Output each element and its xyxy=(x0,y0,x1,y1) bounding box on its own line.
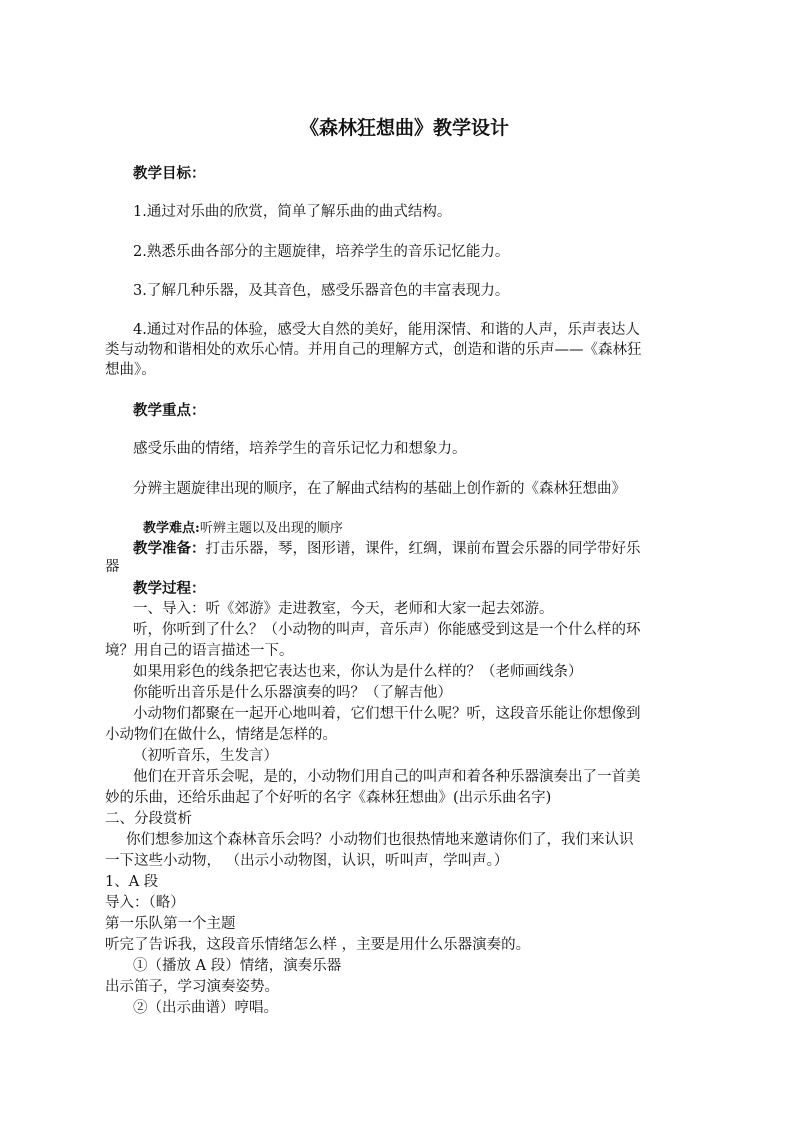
objectives-heading: 教学目标： xyxy=(133,165,206,182)
objective-item-continued: 类与动物和谐相处的欢乐心情。并用自己的理解方式，创造和谐的乐声——《森林狂 xyxy=(105,342,642,358)
process-line: 导入：（略） xyxy=(105,895,185,911)
objective-item: 1.通过对乐曲的欣赏，简单了解乐曲的曲式结构。 xyxy=(133,204,452,220)
subsection-heading: 1、A 段 xyxy=(105,874,159,890)
preparation-text-continued: 器 xyxy=(105,559,120,575)
process-line: ①（播放 A 段）情绪，演奏乐器 xyxy=(133,958,342,974)
difficulty-text: 听辨主题以及出现的顺序 xyxy=(199,521,343,536)
key-point-item: 感受乐曲的情绪，培养学生的音乐记忆力和想象力。 xyxy=(133,441,467,457)
difficulty-line xyxy=(143,518,343,539)
preparation-heading: 教学准备： xyxy=(133,540,206,557)
process-line: 如果用彩色的线条把它表达也来，你认为是什么样的？（老师画线条） xyxy=(133,664,583,680)
preparation-line xyxy=(133,538,641,560)
process-line: （初听音乐，生发言） xyxy=(133,748,278,764)
objective-item: 3.了解几种乐器，及其音色，感受乐器音色的丰富表现力。 xyxy=(133,283,510,299)
process-line: 出示笛子，学习演奏姿势。 xyxy=(105,979,279,995)
process-line: 一下这些小动物， （出示小动物图，认识，听叫声，学叫声。） xyxy=(105,853,509,869)
process-line: 你能听出音乐是什么乐器演奏的吗？（了解吉他） xyxy=(133,685,452,701)
document-title: 《森林狂想曲》教学设计 xyxy=(300,117,510,139)
process-line: 他们在开音乐会呢，是的，小动物们用自己的叫声和着各种乐器演奏出了一首美 xyxy=(133,769,641,785)
process-line: 一、导入：听《郊游》走进教室，今天，老师和大家一起去郊游。 xyxy=(133,601,554,617)
process-line: 听完了告诉我，这段音乐情绪怎么样 ，主要是用什么乐器演奏的。 xyxy=(105,937,531,953)
objective-item: 4.通过对作品的体验，感受大自然的美好，能用深情、和谐的人声，乐声表达人 xyxy=(133,322,640,338)
process-line: ②（出示曲谱）哼唱。 xyxy=(133,1000,278,1016)
preparation-text: 打击乐器，琴，图形谱，课件，红绸，课前布置会乐器的同学带好乐 xyxy=(205,541,641,557)
key-point-item: 分辨主题旋律出现的顺序，在了解曲式结构的基础上创作新的《森林狂想曲》 xyxy=(133,481,626,497)
key-points-heading: 教学重点： xyxy=(133,402,206,419)
process-line: 第一乐队第一个主题 xyxy=(105,916,236,932)
section-heading: 二、分段赏析 xyxy=(105,811,192,827)
process-heading: 教学过程： xyxy=(133,580,206,597)
process-line: 妙的乐曲，还给乐曲起了个好听的名字《森林狂想曲》(出示乐曲名字) xyxy=(105,790,552,806)
objective-item: 2.熟悉乐曲各部分的主题旋律，培养学生的音乐记忆能力。 xyxy=(133,244,510,260)
process-line: 你们想参加这个森林音乐会吗？小动物们也很热情地来邀请你们了，我们来认识 xyxy=(126,832,634,848)
objective-item-continued: 想曲》。 xyxy=(105,362,156,378)
difficulty-heading: 教学难点: xyxy=(143,521,200,536)
process-line: 小动物们都聚在一起开心地叫着，它们想干什么呢？听，这段音乐能让你想像到 xyxy=(133,706,641,722)
process-line: 小动物们在做什么，情绪是怎样的。 xyxy=(105,727,337,743)
process-line: 境？用自己的语言描述一下。 xyxy=(105,643,294,659)
process-line: 听，你听到了什么？（小动物的叫声，音乐声）你能感受到这是一个什么样的环 xyxy=(133,622,641,638)
